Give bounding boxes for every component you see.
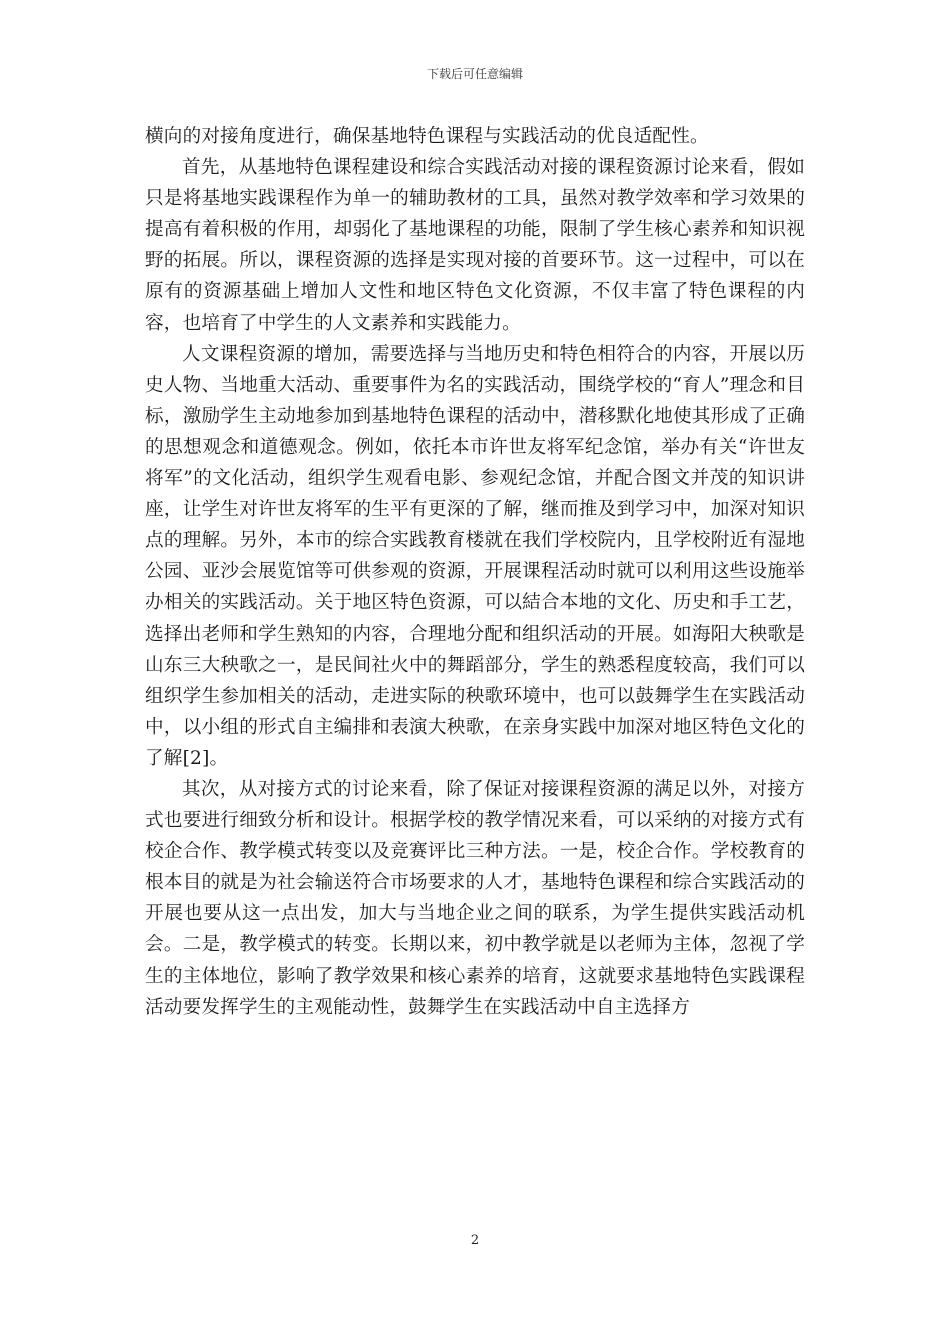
page-header: 下载后可任意编辑 [426,67,523,81]
paragraph-connection-methods: 其次，从对接方式的讨论来看，除了保证对接课程资源的满足以外，对接方式也要进行细致分析和设计。根据学校的教学情况来看，可以采纳的对接方式有校企合作、教学模式转变以及竞赛评比三种方法。一是，校企合作。学校教育的根本目的就是为社会输送符合市场要求的人才，基地特色课程和综合实践活动的开展也要从这一点出发，加大与当地企业之间的联系，为学生提供实践活动机会。二是，教学模式的转变。长期以来，初中教学就是以老师为主体，忽视了学生的主体地位，影响了教学效果和核心素养的培育，这就要求基地特色实践课程活动要发挥学生的主观能动性，鼓舞学生在实践活动中自主选择方 [145,778,805,1018]
paragraph-curriculum-resources: 首先，从基地特色课程建设和综合实践活动对接的课程资源讨论来看，假如只是将基地实践课程作为单一的辅助教材的工具，虽然对教学效率和学习效果的提高有着积极的作用，却弱化了基地课程的功能，限制了学生核心素养和知识视野的拓展。所以，课程资源的选择是实现对接的首要环节。这一过程中，可以在原有的资源基础上增加人文性和地区特色文化资源，不仅丰富了特色课程的内容，也培育了中学生的人文素养和实践能力。 [145,157,805,334]
page-number: 2 [470,1233,480,1248]
paragraph-humanities-resources: 人文课程资源的增加，需要选择与当地历史和特色相符合的内容，开展以历史人物、当地重大活动、重要事件为名的实践活动，围绕学校的“育人”理念和目标，激励学生主动地参加到基地特色课程的活动中，潜移默化地使其形成了正确的思想观念和道德观念。例如，依托本市许世友将军纪念馆，举办有关“许世友将军”的文化活动，组织学生观看电影、参观纪念馆，并配合图文并茂的知识讲座，让学生对许世友将军的生平有更深的了解，继而推及到学习中，加深对知识点的理解。另外，本市的综合实践教育楼就在我们学校院内，且学校附近有湿地公园、亚沙会展览馆等可供参观的资源，开展课程活动时就可以利用这些设施举办相关的实践活动。关于地区特色资源，可以結合本地的文化、历史和手工艺，选择出老师和学生熟知的内容，合理地分配和组织活动的开展。如海阳大秧歌是山东三大秧歌之一，是民间社火中的舞蹈部分，学生的熟悉程度较高，我们可以组织学生参加相关的活动，走进实际的秧歌环境中，也可以鼓舞学生在实践活动中，以小组的形式自主编排和表演大秧歌，在亲身实践中加深对地区特色文化的了解[2]。 [145,343,805,769]
body-text [145,121,805,1023]
paragraph-continuation: 横向的对接角度进行，确保基地特色课程与实践活动的优良适配性。 [145,126,709,147]
